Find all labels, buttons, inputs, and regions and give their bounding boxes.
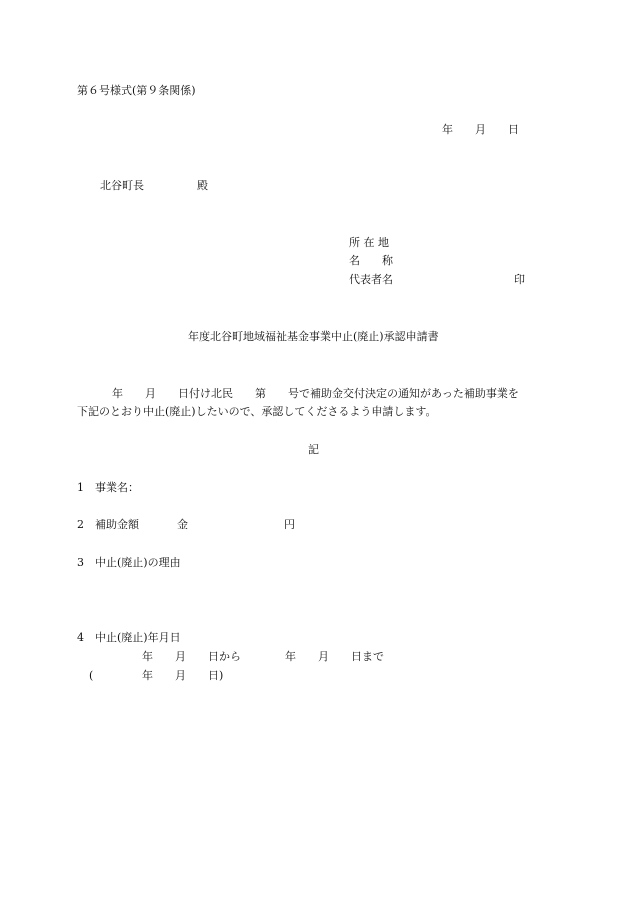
applicant-name-label: 名 称	[349, 254, 393, 267]
document-title: 年度北谷町地域福祉基金事業中止(廃止)承認申請書	[188, 330, 439, 343]
item-4-paren-open: (	[89, 669, 94, 682]
body-line-1: 年 月 日付け北民 第 号で補助金交付決定の通知があった補助事業を	[112, 387, 519, 400]
addressee-honorific: 殿	[197, 179, 208, 192]
addressee-town-head: 北谷町長	[100, 179, 144, 192]
item-4-date-heading: 4 中止(廃止)年月日	[77, 631, 181, 644]
seal-mark: 印	[514, 273, 525, 286]
item-2-kin: 金	[177, 518, 188, 531]
applicant-representative-label: 代表者名	[349, 273, 393, 286]
item-2-subsidy-amount: 2 補助金額	[77, 518, 139, 531]
item-3-reason: 3 中止(廃止)の理由	[77, 556, 181, 569]
item-4-date-range: 年 月 日から 年 月 日まで	[142, 650, 384, 663]
applicant-address-label: 所 在 地	[349, 236, 389, 249]
ki-heading: 記	[308, 443, 319, 456]
item-1-project-name: 1 事業名：	[77, 481, 139, 494]
date-line: 年 月 日	[442, 123, 519, 136]
item-4-paren-date: 年 月 日)	[142, 669, 224, 682]
item-2-yen: 円	[284, 518, 295, 531]
body-line-2: 下記のとおり中止(廃止)したいので、承認してくださるよう申請します。	[77, 405, 437, 418]
form-number: 第６号様式(第９条関係)	[77, 84, 196, 97]
